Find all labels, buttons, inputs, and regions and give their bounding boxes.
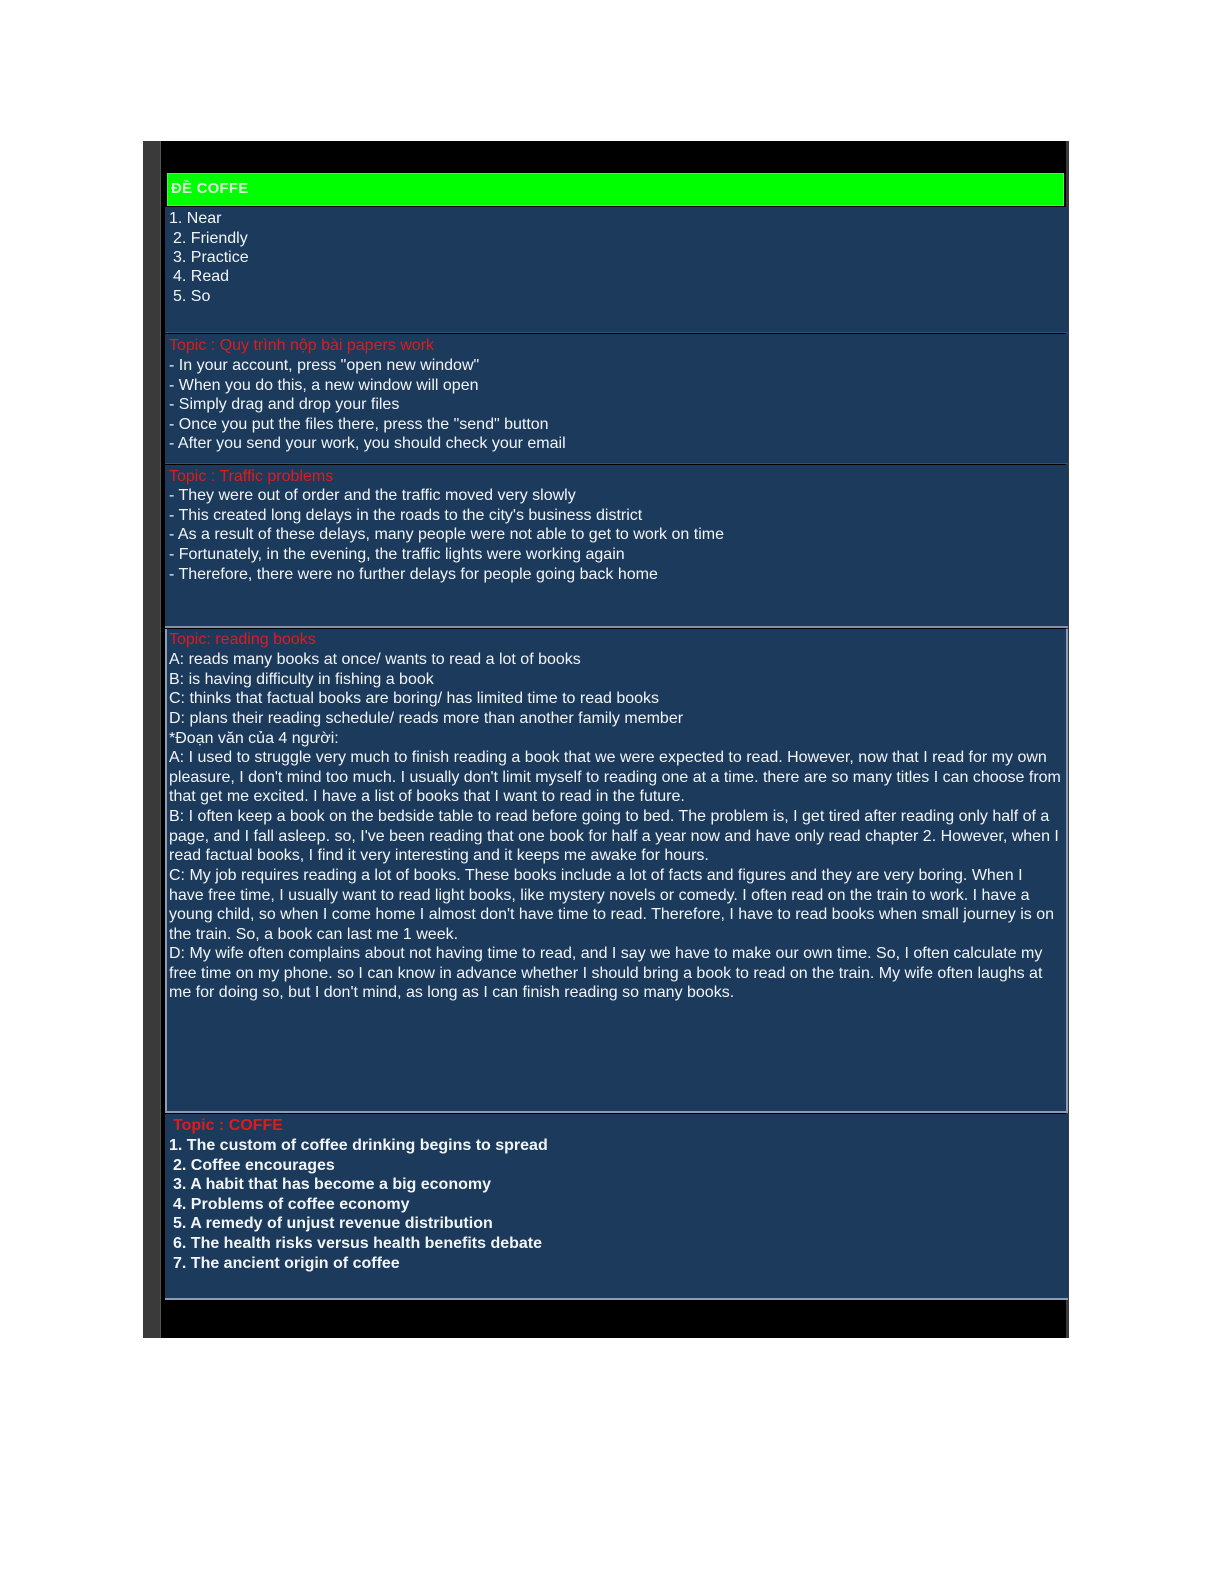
list-item: - Therefore, there were no further delays for people going back home [169,566,658,583]
list-item: 4. Problems of coffee economy [173,1196,410,1213]
list-item: 5. So [173,288,211,305]
option-item: A: reads many books at once/ wants to read a lot of books [169,651,581,668]
passage-d: D: My wife often complains about not having time to read, and I say we have to make our own time. So, I often calculate my free time on my phone. so I can know in advance whether I should bring a book to read on the train. My wife often laughs at me for doing so, but I don't mind, as long as I can finish reading so many books. [169,945,1043,1002]
list-item: - When you do this, a new window will open [169,377,479,394]
list-item: - After you send your work, you should check your email [169,435,566,452]
list-item: 4. Read [173,268,230,285]
list-item: 3. Practice [173,249,249,266]
option-item: D: plans their reading schedule/ reads more than another family member [169,710,684,727]
list-item: - Once you put the files there, press the "send" button [169,416,549,433]
list-item: 3. A habit that has become a big economy [173,1176,491,1193]
coffee-section [165,1114,1068,1300]
list-item: - Fortunately, in the evening, the traffic lights were working again [169,546,625,563]
section-topic: Topic: reading books [169,631,316,648]
option-item: C: thinks that factual books are boring/ has limited time to read books [169,690,660,707]
list-item: 2. Friendly [173,230,248,247]
title-bar [167,173,1064,206]
list-item: - As a result of these delays, many people were not able to get to work on time [169,526,724,543]
passage-b: B: I often keep a book on the bedside table to read before going to bed. The problem is, I get tired after reading only half of a page, and I fall asleep. so, I've been reading that one book for half a year now and have only read chapter 2. However, when I read factual books, I find it very interesting and it keeps me awake for hours. [169,808,1059,865]
list-item: 2. Coffee encourages [173,1157,335,1174]
list-item: 6. The health risks versus health benefits debate [173,1235,543,1252]
traffic-section [165,465,1068,628]
list-item: - In your account, press "open new window" [169,357,480,374]
list-item: - They were out of order and the traffic moved very slowly [169,487,576,504]
list-item: 7. The ancient origin of coffee [173,1255,400,1272]
left-gutter [143,141,161,1338]
section-topic: Topic : Traffic problems [169,468,334,485]
list-item: - Simply drag and drop your files [169,396,400,413]
passages-label: *Đoạn văn của 4 người: [169,730,339,747]
word-list-section [165,207,1068,333]
passage-a: A: I used to struggle very much to finish reading a book that we were expected to read. However, now that I read for my own pleasure, I don't mind too much. I usually don't limit myself to reading one at a time. there are so many titles I can choose from that get me excited. I have a list of books that I want to read in the future. [169,749,1061,806]
document-sheet [143,141,1069,1338]
passage-c: C: My job requires reading a lot of books. These books include a lot of facts and figures and they are very boring. When I have free time, I usually want to read light books, like mystery novels or comedy. I often read on the train to work. I have a young child, so when I come home I almost don't have time to read. Therefore, I have to read books when small journey is on the train. So, a book can last me 1 week. [169,867,1055,943]
option-item: B: is having difficulty in fishing a book [169,671,434,688]
section-topic: Topic : Quy trình nộp bài papers work [169,337,435,354]
reading-section [165,629,1068,1113]
list-item: 5. A remedy of unjust revenue distribution [173,1215,493,1232]
section-topic: Topic : COFFE [173,1117,283,1134]
list-item: - This created long delays in the roads to the city's business district [169,507,643,524]
paperwork-section [165,334,1068,464]
page-title: ĐỀ COFFE [171,180,249,197]
list-item: 1. Near [169,210,222,227]
list-item: 1. The custom of coffee drinking begins to spread [169,1137,548,1154]
